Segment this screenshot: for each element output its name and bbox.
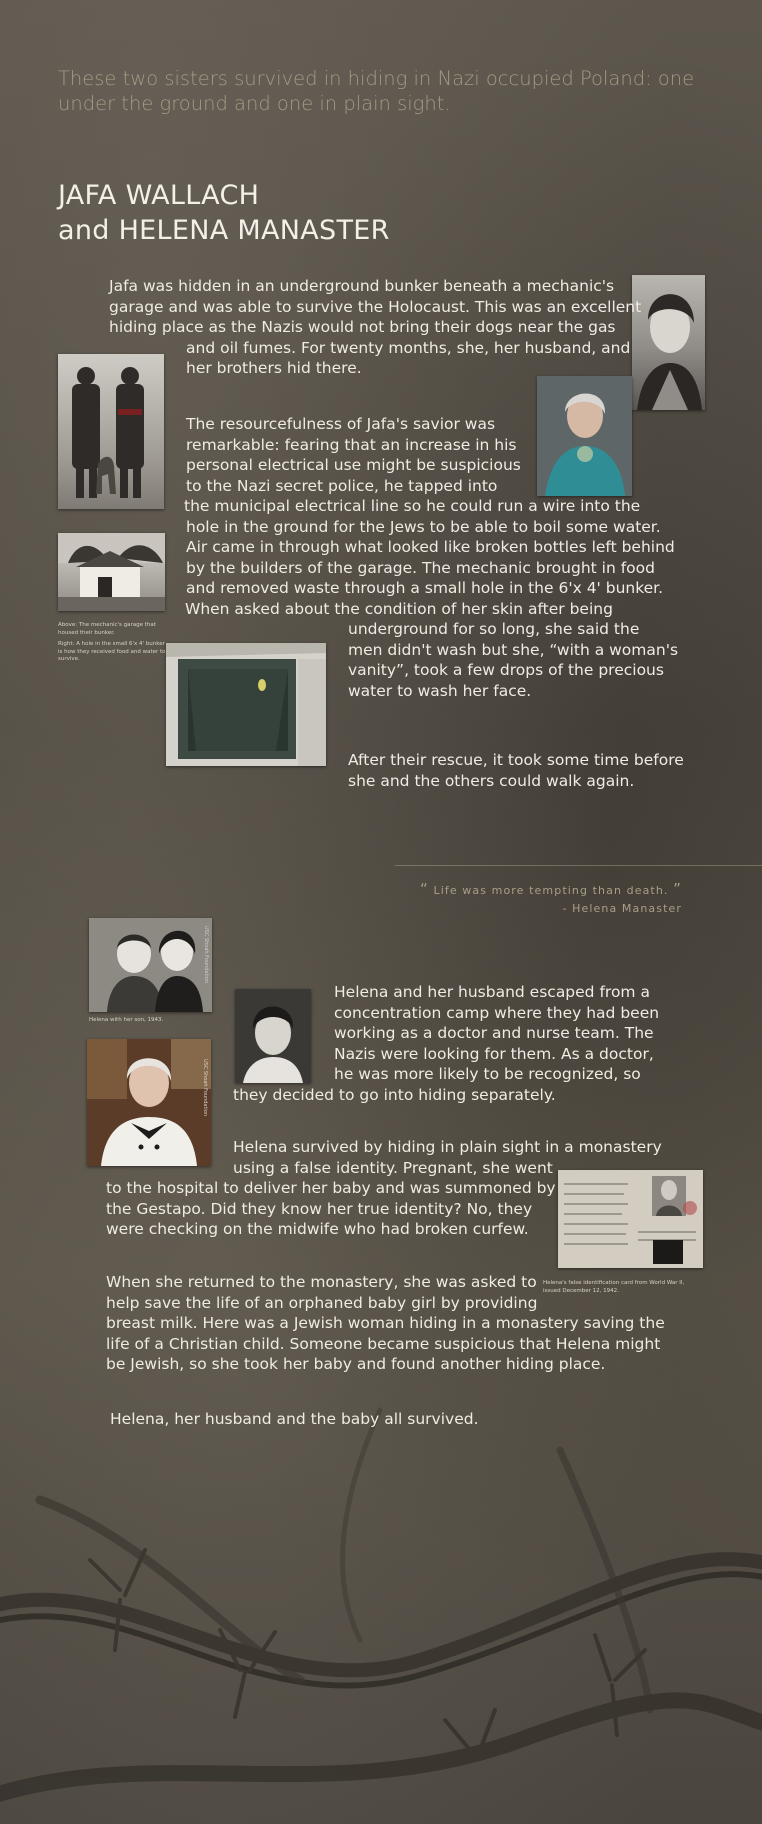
helena-p2-line: the Gestapo. Did they know her true identity? No, they xyxy=(106,1199,533,1218)
jafa-p2-line: men didn't wash but she, “with a woman's xyxy=(348,640,679,659)
jafa-p1-line: her brothers hid there. xyxy=(186,359,362,377)
jafa-p2-line: hole in the ground for the Jews to be able to boil some water. xyxy=(186,517,661,536)
son-photo-credit: USC Shoah Foundation xyxy=(203,926,209,984)
quote-author: - Helena Manaster xyxy=(562,902,682,915)
elderly-photo-credit: USC Shoah Foundation xyxy=(202,1059,208,1117)
section-divider xyxy=(395,865,762,866)
jafa-p3-line: After their rescue, it took some time before xyxy=(348,751,684,769)
jafa-p2-line: underground for so long, she said the xyxy=(348,620,640,638)
jafa-p2-line: The resourcefulness of Jafa's savior was xyxy=(186,415,496,433)
quote-line xyxy=(395,880,682,900)
jafa-p2-line: to the Nazi secret police, he tapped into xyxy=(186,476,498,495)
garage-photo xyxy=(58,533,165,611)
helena-p3-line: be Jewish, so she took her baby and found another hiding place. xyxy=(106,1355,606,1373)
helena-quote xyxy=(395,880,682,918)
helena-p1-line: Helena and her husband escaped from a xyxy=(334,983,650,1001)
jafa-p1-line: Jafa was hidden in an underground bunker beneath a mechanic's xyxy=(109,277,615,295)
barbed-wire-graphic xyxy=(0,1380,762,1824)
title-line-2: and HELENA MANASTER xyxy=(58,215,390,246)
jafa-p1-line: and oil fumes. For twenty months, she, her husband, and xyxy=(186,338,631,357)
helena-paragraph-1 xyxy=(233,982,663,1105)
jafa-p2-line: personal electrical use might be suspicious xyxy=(186,456,521,474)
helena-p3-line: breast milk. Here was a Jewish woman hiding in a monastery saving the xyxy=(106,1314,665,1332)
helena-paragraph-3 xyxy=(106,1272,665,1375)
helena-p1-line: Nazis were looking for them. As a doctor, xyxy=(334,1044,654,1063)
helena-p2-line: to the hospital to deliver her baby and was summoned by xyxy=(106,1179,556,1197)
jafa-paragraph-2 xyxy=(186,414,678,701)
quote-text: Life was more tempting than death. xyxy=(433,884,669,897)
title-line-1: JAFA WALLACH xyxy=(58,180,260,211)
jafa-paragraph-3 xyxy=(348,750,684,791)
id-card-caption: Helena's false identification card from World War II, issued December 12, 1942. xyxy=(543,1280,685,1294)
helena-p1-line: they decided to go into hiding separately. xyxy=(233,1085,556,1104)
helena-p2-line: using a false identity. Pregnant, she went xyxy=(233,1158,553,1177)
jafa-p1-line: garage and was able to survive the Holocaust. This was an excellent xyxy=(109,297,642,316)
jafa-p1-line: hiding place as the Nazis would not bring their dogs near the gas xyxy=(109,318,616,336)
helena-p3-line: life of a Christian child. Someone became suspicious that Helena might xyxy=(106,1334,661,1353)
helena-p3-line: When she returned to the monastery, she was asked to xyxy=(106,1273,537,1291)
helena-paragraph-4: Helena, her husband and the baby all survived. xyxy=(110,1410,479,1428)
jafa-p2-line: vanity”, took a few drops of the precious xyxy=(348,661,664,679)
helena-with-son-photo xyxy=(89,918,212,1012)
helena-p1-line: working as a doctor and nurse team. The xyxy=(334,1024,654,1042)
helena-p3-line: help save the life of an orphaned baby girl by providing xyxy=(106,1293,538,1312)
jafa-p2-line: Air came in through what looked like broken bottles left behind xyxy=(186,538,675,556)
jafa-paragraph-1 xyxy=(109,276,644,379)
helena-son-caption: Helena with her son, 1943. xyxy=(89,1017,164,1023)
page-title xyxy=(58,178,390,248)
jafa-p2-line: the municipal electrical line so he could run a wire into the xyxy=(184,497,641,515)
helena-p1-line: he was more likely to be recognized, so xyxy=(334,1065,641,1083)
helena-paragraph-2 xyxy=(106,1137,662,1240)
jafa-p2-line: water to wash her face. xyxy=(348,681,532,700)
quote-open-mark: “ xyxy=(419,880,429,898)
intro-text: These two sisters survived in hiding in Nazi occupied Poland: one under the ground and one in plain sight. xyxy=(58,67,695,115)
jafa-p2-line: and removed waste through a small hole in the 6'x 4' bunker. xyxy=(186,579,664,597)
jafa-p2-line: by the builders of the garage. The mechanic brought in food xyxy=(186,558,655,577)
jafa-p2-line: When asked about the condition of her skin after being xyxy=(185,599,613,618)
helena-p2-line: Helena survived by hiding in plain sight in a monastery xyxy=(233,1138,662,1156)
helena-p2-line: were checking on the midwife who had broken curfew. xyxy=(106,1220,529,1238)
jafa-p3-line: she and the others could walk again. xyxy=(348,771,635,790)
jafa-p2-line: remarkable: fearing that an increase in his xyxy=(186,435,517,454)
quote-close-mark: ” xyxy=(673,880,682,898)
helena-p1-line: concentration camp where they had been xyxy=(334,1003,660,1022)
garage-caption: Above: The mechanic's garage that housed their bunker. xyxy=(58,622,156,636)
bunker-hole-caption: Right: A hole in the small 6'x 4' bunker is how they received food and water to survive. xyxy=(58,641,166,662)
